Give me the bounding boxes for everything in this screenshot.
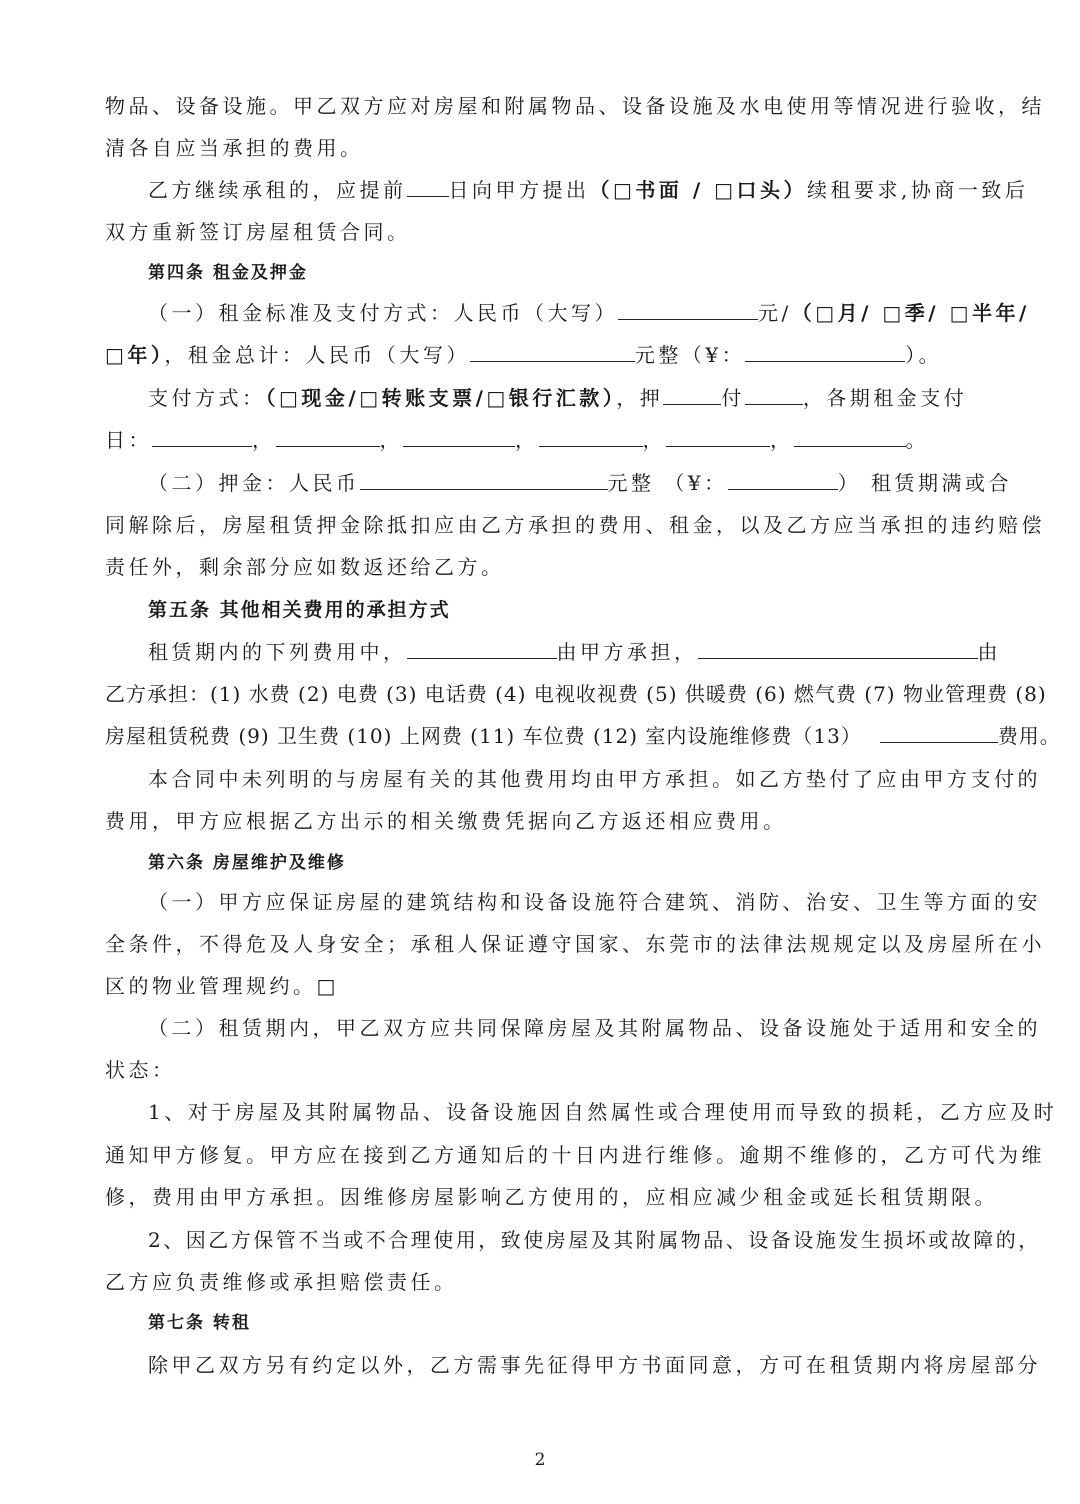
body-line: 物品、设备设施。甲乙双方应对房屋和附属物品、设备设施及水电使用等情况进行验收，结 [105,94,1045,118]
pay-months-blank[interactable] [745,380,803,405]
deposit-line: （二）押金：人民币 元整 （¥： ） 租赁期满或合 [148,465,985,501]
payment-day-blank[interactable] [403,422,515,447]
renewal-line: 乙方继续承租的，应提前 日向甲方提出（□书面 / □口头）续租要求,协商一致后 [148,172,985,208]
payment-days-line: 日： ， ， ， ， ， 。 [105,422,985,458]
renewal-options: （□书面 / □口头） [589,178,808,202]
deposit-number-blank[interactable] [728,465,838,490]
body-line: 本合同中未列明的与房屋有关的其他费用均由甲方承担。如乙方垫付了应由甲方支付的 [148,767,1041,791]
other-fee-blank[interactable] [880,718,998,743]
body-line: 责任外，剩余部分应如数返还给乙方。 [105,555,505,579]
page-number: 2 [534,1450,546,1470]
renewal-days-blank[interactable] [407,172,449,197]
body-line: 状态： [105,1058,176,1082]
rent-total-blank[interactable] [470,337,635,362]
payment-day-blank[interactable] [276,422,380,447]
body-line: 1、对于房屋及其附属物品、设备设施因自然属性或合理使用而导致的损耗，乙方应及时 [148,1100,1058,1124]
body-line: 同解除后，房屋租赁押金除抵扣应由乙方承担的费用、租金，以及乙方应当承担的违约赔偿 [105,513,1045,537]
article-7-title: 第七条 转租 [148,1313,251,1333]
rent-total-line: □年），租金总计：人民币（大写） 元整（¥： ）。 [105,337,985,373]
article-4-title: 第四条 租金及押金 [148,263,308,283]
body-line: 费用，甲方应根据乙方出示的相关缴费凭据向乙方返还相应费用。 [105,809,787,833]
article-6-title: 第六条 房屋维护及维修 [148,853,346,873]
rent-standard-line: （一）租金标准及支付方式：人民币（大写） 元/（□月/ □季/ □半年/ [148,295,985,331]
payment-options: （□现金/□转账支票/□银行汇款） [265,386,617,410]
payment-method-line: 支付方式：（□现金/□转账支票/□银行汇款），押 付 ，各期租金支付 [148,380,985,416]
deposit-months-blank[interactable] [663,380,721,405]
payment-day-blank[interactable] [666,422,770,447]
body-line: 清各自应当承担的费用。 [105,136,364,160]
body-line: 除甲乙双方另有约定以外，乙方需事先征得甲方书面同意，方可在租赁期内将房屋部分 [148,1353,1041,1377]
body-line: 全条件，不得危及人身安全；承租人保证遵守国家、东莞市的法律法规规定以及房屋所在小 [105,932,1045,956]
rent-period-options: （□月/ □季/ □半年/ [791,301,1030,325]
body-line: 修，费用由甲方承担。因维修房屋影响乙方使用的，应相应减少租金或延长租赁期限。 [105,1185,998,1209]
rent-amount-blank[interactable] [618,295,758,320]
rent-total-number-blank[interactable] [745,337,905,362]
body-line: （一）甲方应保证房屋的建筑结构和设备设施符合建筑、消防、治安、卫生等方面的安 [148,890,1041,914]
body-line: 双方重新签订房屋租赁合同。 [105,220,411,244]
landlord-fees-blank[interactable] [407,634,557,659]
payment-day-blank[interactable] [794,422,906,447]
body-line: 乙方承担：(1) 水费 (2) 电费 (3) 电话费 (4) 电视收视费 (5) 供暖费 (6) 燃气费 (7) 物业管理费 (8) [105,682,1047,706]
body-line: 区的物业管理规约。□ [105,974,339,998]
payment-day-blank[interactable] [539,422,643,447]
fees-line: 租赁期内的下列费用中， 由甲方承担， 由 [148,634,985,670]
body-line: （二）租赁期内，甲乙双方应共同保障房屋及其附属物品、设备设施处于适用和安全的 [148,1016,1041,1040]
payment-day-blank[interactable] [152,422,252,447]
deposit-amount-blank[interactable] [360,465,608,490]
body-line: 通知甲方修复。甲方应在接到乙方通知后的十日内进行维修。逾期不维修的，乙方可代为维 [105,1143,1045,1167]
body-line: 乙方应负责维修或承担赔偿责任。 [105,1270,458,1294]
fees-list-line: 房屋租赁税费 (9) 卫生费 (10) 上网费 (11) 车位费 (12) 室内设施维修费（13） 费用。 [105,718,985,754]
article-5-title: 第五条 其他相关费用的承担方式 [148,599,451,621]
body-line: 2、因乙方保管不当或不合理使用，致使房屋及其附属物品、设备设施发生损坏或故障的， [148,1228,1041,1252]
tenant-fees-blank[interactable] [698,634,978,659]
